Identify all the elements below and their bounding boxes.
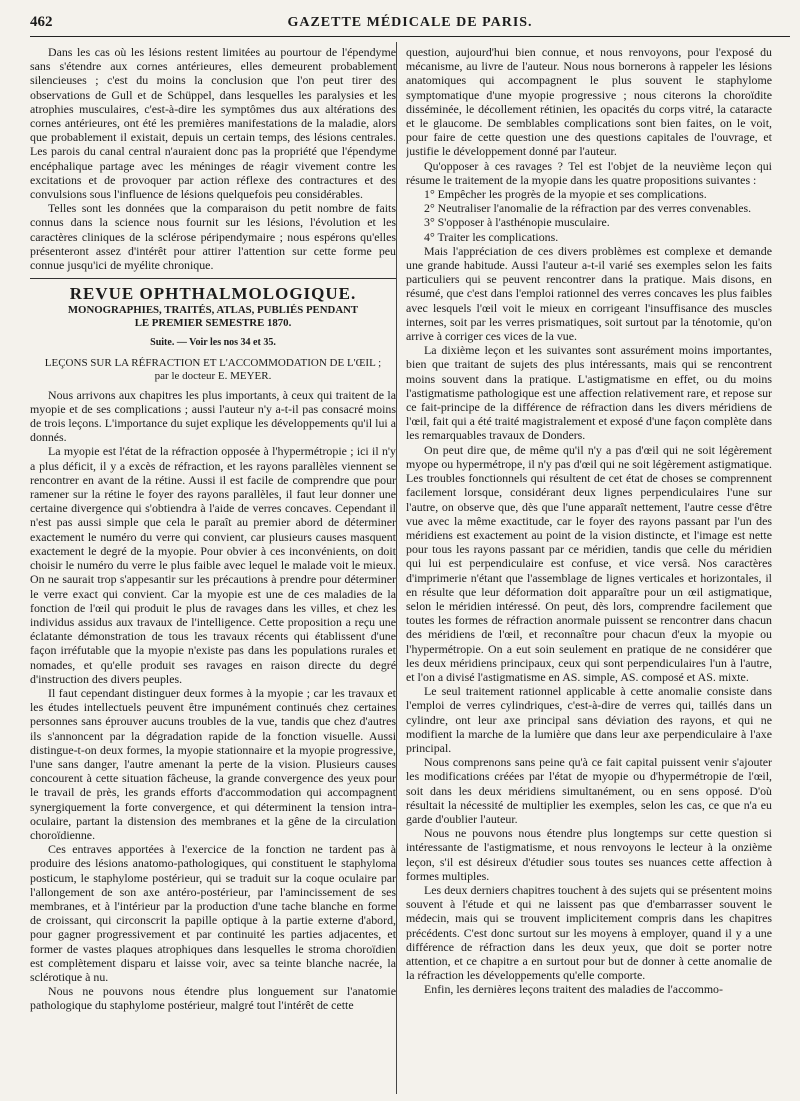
paragraph: Enfin, les dernières leçons traitent des maladies de l'accommo- <box>424 982 723 997</box>
paragraph: Dans les cas où les lésions restent limitées au pourtour de l'épendyme sans s'étendre aux cornes antérieures, elles demeurent probablement silencieuses ; c'est du moins la conclusion que l'on peut tirer des observations de Gull et de Schüppel, dans lesquelles les paralysies et les atrophies musculaires, c'est-à-dire les symptômes dus aux altérations des cornes antérieures, ont été les premières manifestations de la maladie, alors que probablement il existait, depuis un certain temps, des lésions centrales. Les parois du canal central n'auraient donc pas la propriété que l'épendyme encéphalique partage avec les méninges de réagir vivement contre les excitations et de provoquer par action réflexe des contractures et des convulsions sous l'influence de lésions quelquefois peu considérables. <box>30 45 396 202</box>
section-subtitle: MONOGRAPHIES, TRAITÉS, ATLAS, PUBLIÉS PENDANT <box>67 304 359 317</box>
article-author: par le docteur E. MEYER. <box>154 369 272 382</box>
left-column <box>30 45 396 1095</box>
right-column <box>406 45 772 1095</box>
paragraph: Telles sont les données que la comparaison du petit nombre de faits connus dans la science nous fournit sur les lésions, l'évolution et les caractères cliniques de la sclérose péripendymaire ; nous espérons qu'elles présenteront assez d'intérêt pour attirer l'attention sur cette forme peu connue jusqu'ici de myélite chronique. <box>30 201 396 273</box>
section-rule <box>30 278 396 279</box>
paragraph: Qu'opposer à ces ravages ? Tel est l'objet de la neuvième leçon qui résume le traitement de la myopie dans les quatre propositions suivantes : <box>406 158 772 187</box>
paragraph: Ces entraves apportées à l'exercice de la fonction ne tardent pas à produire des lésions anatomo-pathologiques, qui constituent le staphyloma posticum, le staphylome postérieur, qui se traduit sur la coque oculaire par l'allongement de son axe antéro-postérieur, par l'amincissement de ses membranes, et à l'intérieur par la production d'une tache blanche en forme de croissant, qui circonscrit la papille optique à la partie externe d'abord, pour gagner progressivement et par continuité les parties adjacentes, et former de vastes plaques atrophiques dans lesquelles le stroma choroïdien est complètement disparu et laisse voir, avec sa teinte blanche nacrée, la sclérotique à nu. <box>30 842 396 984</box>
list-item: 1° Empêcher les progrès de la myopie et ses complications. <box>424 187 707 202</box>
running-title: GAZETTE MÉDICALE DE PARIS. <box>287 15 533 30</box>
list-item: 3° S'opposer à l'asthénopie musculaire. <box>424 215 610 230</box>
paragraph: Nous comprenons sans peine qu'à ce fait capital puissent venir s'ajouter les modifications créées par l'état de myopie ou d'hypermétropie de l'œil, soit dans les deux méridiens simultanément, ou en sens opposé. D'où résultait la nécessité de multiplier les exemples, selon les cas, ce que n'a eu garde d'oublier l'auteur. <box>406 755 772 826</box>
paragraph: question, aujourd'hui bien connue, et nous renvoyons, pour l'exposé du mécanisme, au livre de l'auteur. Nous nous bornerons à rappeler les lésions anatomiques qui accompagnent le plus souvent le staphylome symptomatique d'une myopie progressive ; nous citerons la choroïdite disséminée, le décollement rétinien, les opacités du corps vitré, la cataracte et le glaucome. De semblables complications sont bien faites, on le voit, pour faire de cette question une des questions capitales de l'ouvrage, et justifie le développement donné par l'auteur. <box>406 45 772 159</box>
paragraph: On peut dire que, de même qu'il n'y a pas d'œil qui ne soit légèrement myope ou hypermétrope, il n'y pas d'œil qui ne soit légèrement astigmatique. Les troubles fonctionnels qui résultent de cet état de choses se comprennent facilement lorsque, considérant deux lignes perpendiculaires l'une sur l'autre, on observe que, dès que l'une apparaît nettement, l'autre cesse d'être vue avec la même exactitude, car le foyer des rayons passant par l'un des méridiens est exactement au point de la vision distincte, et l'image est nette pour tous les rayons passant par ce méridien, tandis que celle du méridien qui lui est perpendiculaire est confuse, et vice versâ. Nos caractères d'imprimerie n'étant que l'assemblage de lignes verticales et horizontales, il en résulte que leur déformation doit apparaître pour un œil astigmatique, selon le méridien intéressé. On peut, dès lors, comprendre facilement que toutes les formes de réfraction anormale puissent se rencontrer dans chacun des méridiens de l'œil, et reconnaître pour chacun d'eux la myopie ou l'hypermétropie. On a eut soin seulement en pratique de ne considérer que les deux méridiens principaux, ceux qui sont perpendiculaires l'un à l'autre, et l'on a divisé l'astigmatisme en AS. simple, AS. composé et AS. mixte. <box>406 442 772 684</box>
paragraph: Mais l'appréciation de ces divers problèmes est complexe et demande une grande habitude. Aussi l'auteur a-t-il varié ses exemples selon les faits particuliers qui se peuvent rencontrer dans la pratique. Mais disons, en résumé, que c'est dans l'emploi rationnel des verres concaves les plus faibles avec lesquels l'œil voit le mieux en corrigeant l'insuffisance des muscles internes, soit par les verres prismatiques, soit surtout par la ténotomie, qu'on arrive à corriger ces vices de la vue. <box>406 243 772 344</box>
column-divider <box>396 42 397 1094</box>
article-title <box>30 357 396 383</box>
list-item: 4° Traiter les complications. <box>424 229 559 244</box>
paragraph: La myopie est l'état de la réfraction opposée à l'hypermétropie ; ici il n'y a plus déficit, il y a excès de réfraction, et les rayons parallèles viennent se rencontrer en avant de la rétine. Aussi il est facile de comprendre que pour ramener sur la rétine le foyer des rayons parallèles, il faut leur donner une certaine divergence qui s'obtiendra à l'aide de verres concaves. Cependant il n'est pas aussi simple que cela le paraît au premier abord de déterminer exactement le numéro du verre qui convient, car plusieurs causes masquent exactement le degré de la myopie. Pour obvier à ces inconvénients, on doit choisir le numéro du verre le plus faible avec lequel le malade voit le mieux. On ne saurait trop s'appesantir sur les précautions à prendre pour déterminer le verre exact qui convient. Car la myopie est une de ces maladies de la fonction de l'œil qui produit le plus de ravages dans les villes, et chez les individus assidus aux travaux de l'intelligence. Cette proposition a reçu une éclatante démonstration de tous les travaux récents qui établissent d'une façon irréfutable que la myopie n'existe pas dans les populations rurales et nomades, et qu'elle produit ses ravages en raison directe du degré d'instruction des divers peuples. <box>30 444 396 686</box>
list-item: 2° Neutraliser l'anomalie de la réfraction par des verres convenables. <box>424 201 752 216</box>
paragraph: Les deux derniers chapitres touchent à des sujets qui se présentent moins souvent à l'étude et qui ne laissent pas que d'embarrasser souvent le médecin, mais qui se trouvent implicitement compris dans les chapitres précédents. C'est donc surtout sur les moyens à employer, quand il y a une différence de réfraction dans les deux yeux, que doit se porter notre attention, et ce chapitre a en surtout pour but de donner à cette anomalie de la réfraction les développements qu'elle comporte. <box>406 882 772 983</box>
paragraph: La dixième leçon et les suivantes sont assurément moins importantes, bien que traitant de sujets des plus intéressants, mais qui se rencontrent moins souvent dans la pratique. L'astigmatisme en effet, ou du moins l'astigmatisme pathologique est une affection relativement rare, et repose sur ce fait-principe de la différence de réfraction dans les divers méridiens de l'œil, fait qui a été traité magistralement et exposé d'une façon complète dans les remarquables travaux de Donders. <box>406 343 772 443</box>
paragraph: Nous ne pouvons nous étendre plus longuement sur l'anatomie pathologique du staphylome postérieur, malgré tout l'intérêt de cette <box>30 984 396 1013</box>
paragraph: Le seul traitement rationnel applicable à cette anomalie consiste dans l'emploi de verres cylindriques, c'est-à-dire de verres qui, taillés dans un cylindre, ont leur axe principal sans déviation des rayons, et qui ne modifient la marche de la lumière que dans leur axe perpendiculaire à l'axe principal. <box>406 684 772 755</box>
paragraph: Nous ne pouvons nous étendre plus longtemps sur cette question si intéressante de l'astigmatisme, et nous renvoyons le lecteur à la onzième leçon, s'il est désireux d'étudier sous toutes ses nuances cette affection à formes multiples. <box>406 826 772 883</box>
section-subtitle: LE PREMIER SEMESTRE 1870. <box>134 317 292 330</box>
continuation-note: Suite. — Voir les nos 34 et 35. <box>150 337 276 349</box>
section-title: REVUE OPHTHALMOLOGIQUE. <box>69 284 357 304</box>
paragraph: Il faut cependant distinguer deux formes à la myopie ; car les travaux et les études intellectuels peuvent être impunément continués chez certaines personnes sans éprouver aucuns troubles de la vue, tandis que chez d'autres ils s'annoncent par la dégradation rapide de la fonction visuelle. Aussi distingue-t-on deux formes, la myopie stationnaire et la myopie progressive, l'une sans danger, l'autre amenant la perte de la vision. Plusieurs causes concourent à cette situation fâcheuse, la grande convergence des yeux pour le travail de près, les grands efforts d'accommodation qui accompagnent synergiquement la forte convergence, et qui déterminent la tension intra-oculaire, partant la distension des membranes et la gêne de la circulation choroïdienne. <box>30 685 396 842</box>
page-header <box>30 14 790 37</box>
paragraph: Nous arrivons aux chapitres les plus importants, à ceux qui traitent de la myopie et de ses complications ; aussi l'auteur n'y a-t-il pas consacré moins de trois leçons. L'importance du sujet explique les développements qu'il lui a donnés. <box>30 387 396 445</box>
article-title-line: LEÇONS SUR LA RÉFRACTION ET L'ACCOMMODATION DE L'ŒIL ; <box>44 356 382 369</box>
page-number: 462 <box>30 14 53 30</box>
